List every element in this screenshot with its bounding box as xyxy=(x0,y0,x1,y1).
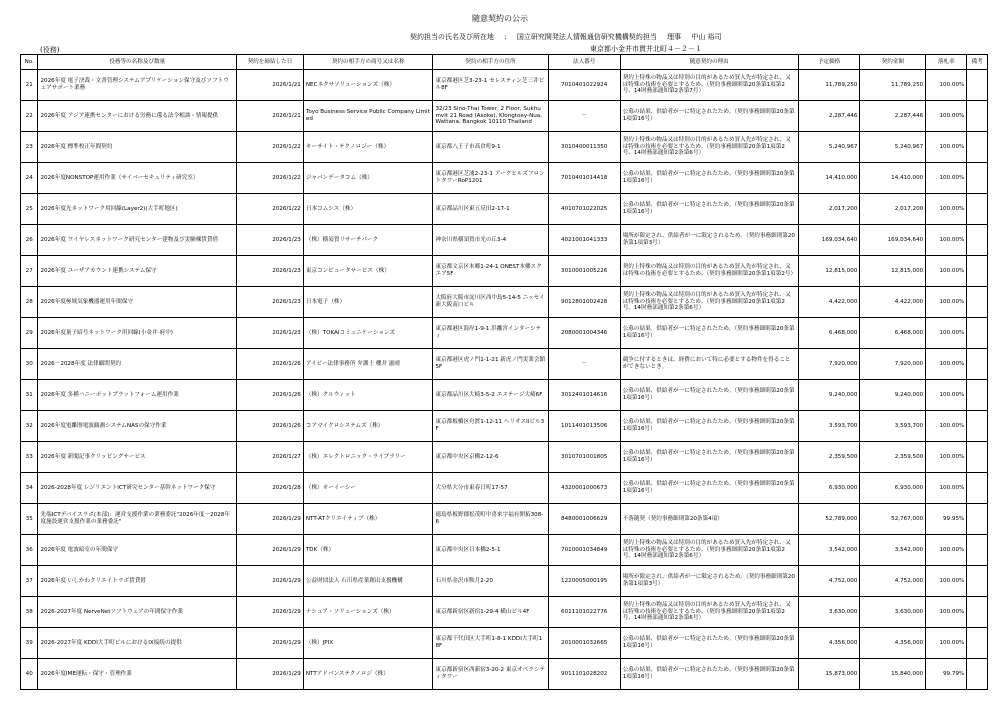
row-number: 34 xyxy=(21,473,38,504)
estimated-price: 7,920,000 xyxy=(798,349,860,380)
remarks xyxy=(967,256,988,287)
remarks xyxy=(967,442,988,473)
contract-reason: 競争に付するときは、経費において特に必要とする物件を得ることができないとき。 xyxy=(620,349,798,380)
table-row xyxy=(21,132,988,163)
table-row xyxy=(21,70,988,101)
vendor-address: 東京都千代田区大手町1-8-1 KDDI大手町18F xyxy=(433,628,548,659)
contract-date: 2026/1/26 xyxy=(237,349,304,380)
contract-date: 2026/1/22 xyxy=(237,194,304,225)
row-number: 29 xyxy=(21,318,38,349)
table-row xyxy=(21,411,988,442)
vendor-name: （株）横須賀リサーチパーク xyxy=(303,225,433,256)
row-number: 35 xyxy=(21,504,38,535)
corporate-number: 1220005000195 xyxy=(548,566,620,597)
service-name: 2026年度 アジア連携センターにおける労務に係る法令相談・情報提供 xyxy=(38,101,237,132)
vendor-address: 東京都品川区大崎3-5-2 エステージ大崎6F xyxy=(433,380,548,411)
contract-reason: 公募の結果、供給者が一に特定されたため。（契約事務細則第20条第1項第16号） xyxy=(620,380,798,411)
service-name: 2026年度 電波暗室の年間保守 xyxy=(38,535,237,566)
estimated-price: 9,240,000 xyxy=(798,380,860,411)
vendor-address: 大分県大分市東春日町17-57 xyxy=(433,473,548,504)
remarks xyxy=(967,566,988,597)
contract-reason: 契約上特殊の物品又は特別の目的があるため買入先が特定され、又は特殊の技術を必要とするため。（契約事務細則第20条第1項第2号、14財務部通知第2条第6号） xyxy=(620,535,798,566)
contract-date: 2026/1/26 xyxy=(237,380,304,411)
award-rate: 100.00% xyxy=(926,225,967,256)
estimated-price: 2,017,200 xyxy=(798,194,860,225)
remarks xyxy=(967,101,988,132)
contract-reason: 契約上特殊の物品又は特別の目的があるため買入先が特定され、又は特殊の技術を必要とするため。（契約事務細則第20条第1項第2号、14財務部通知第2条第6号） xyxy=(620,597,798,628)
contracts-table xyxy=(20,54,988,690)
award-rate: 100.00% xyxy=(926,349,967,380)
row-number: 24 xyxy=(21,163,38,194)
row-number: 32 xyxy=(21,411,38,442)
contract-date: 2026/1/22 xyxy=(237,163,304,194)
vendor-name: Toyo Business Service Public Company Limited xyxy=(303,101,433,132)
col-header-vendor: 契約の相手方の商号又は名称 xyxy=(303,55,433,70)
org-label: 契約担当の氏名及び所在地 xyxy=(410,33,494,41)
contract-reason: 公募の結果、供給者が一に特定されたため。（契約事務細則第20条第1項第16号） xyxy=(620,442,798,473)
estimated-price: 12,815,000 xyxy=(798,256,860,287)
contract-amount: 6,468,000 xyxy=(860,318,926,349)
row-number: 36 xyxy=(21,535,38,566)
vendor-address: 東京都港区芝3-23-1 セレスティン芝三井ビル8F xyxy=(433,70,548,101)
estimated-price: 4,752,000 xyxy=(798,566,860,597)
table-row xyxy=(21,318,988,349)
contract-reason: 公募の結果、供給者が一に特定されたため。（契約事務細則第20条第1項第16号） xyxy=(620,473,798,504)
contract-amount: 5,240,967 xyxy=(860,132,926,163)
contract-date: 2026/1/29 xyxy=(237,535,304,566)
row-number: 23 xyxy=(21,132,38,163)
vendor-name: （株）オーイーシー xyxy=(303,473,433,504)
contract-amount: 2,017,200 xyxy=(860,194,926,225)
contract-date: 2026/1/23 xyxy=(237,256,304,287)
contract-reason: 公募の結果、供給者が一に特定されたため。（契約事務細則第20条第1項第16号） xyxy=(620,194,798,225)
corporate-number: － xyxy=(548,349,620,380)
remarks xyxy=(967,318,988,349)
row-number: 28 xyxy=(21,287,38,318)
col-header-remarks: 備考 xyxy=(967,55,988,70)
estimated-price: 3,542,000 xyxy=(798,535,860,566)
contract-reason: 公募の結果、供給者が一に特定されたため。（契約事務細則第20条第1項第16号） xyxy=(620,318,798,349)
vendor-address: 大阪府大阪市淀川区西中島5-14-5 ニッセイ新大阪南口ビル xyxy=(433,287,548,318)
corporate-number: 8480001006629 xyxy=(548,504,620,535)
vendor-address: 東京都中央区日本橋2-5-1 xyxy=(433,535,548,566)
col-header-reason: 随意契約の理由 xyxy=(620,55,798,70)
row-number: 22 xyxy=(21,101,38,132)
table-row xyxy=(21,163,988,194)
corporate-number: 7010001034849 xyxy=(548,535,620,566)
service-name: 2026-2028年度 レジリエントICT研究センター基幹ネットワーク保守 xyxy=(38,473,237,504)
org-separator: : xyxy=(504,33,507,41)
corporate-number: 7010401022924 xyxy=(548,70,620,101)
vendor-name: 日本電子（株） xyxy=(303,287,433,318)
vendor-name: （株）クルウィット xyxy=(303,380,433,411)
corporate-number: 4320001000673 xyxy=(548,473,620,504)
corporate-number: 1011401013506 xyxy=(548,411,620,442)
remarks xyxy=(967,163,988,194)
award-rate: 100.00% xyxy=(926,566,967,597)
remarks xyxy=(967,504,988,535)
row-number: 21 xyxy=(21,70,38,101)
corporate-number: 6011101022776 xyxy=(548,597,620,628)
row-number: 30 xyxy=(21,349,38,380)
award-rate: 100.00% xyxy=(926,287,967,318)
vendor-name: 公益財団法人 石川県産業創出支援機構 xyxy=(303,566,433,597)
remarks xyxy=(967,287,988,318)
contract-reason: 公募の結果、供給者が一に特定されたため。（契約事務細則第20条第1項第16号） xyxy=(620,101,798,132)
estimated-price: 2,287,446 xyxy=(798,101,860,132)
corporate-number: 9011101028202 xyxy=(548,659,620,690)
vendor-name: 東京コンピュータサービス（株） xyxy=(303,256,433,287)
row-number: 40 xyxy=(21,659,38,690)
service-name: 2026年度 標準校正年間契約 xyxy=(38,132,237,163)
table-row xyxy=(21,566,988,597)
contract-amount: 4,356,000 xyxy=(860,628,926,659)
vendor-address: 東京都八王子市高倉町9-1 xyxy=(433,132,548,163)
contract-amount: 2,359,500 xyxy=(860,442,926,473)
remarks xyxy=(967,597,988,628)
contract-amount: 169,034,640 xyxy=(860,225,926,256)
estimated-price: 6,468,000 xyxy=(798,318,860,349)
vendor-name: ナシュア・ソリューションズ（株） xyxy=(303,597,433,628)
remarks xyxy=(967,132,988,163)
contract-date: 2026/1/29 xyxy=(237,659,304,690)
vendor-name: 日本コムシス（株） xyxy=(303,194,433,225)
org-role: 理事 xyxy=(667,33,682,41)
estimated-price: 52,789,000 xyxy=(798,504,860,535)
contract-date: 2026/1/21 xyxy=(237,70,304,101)
table-row xyxy=(21,256,988,287)
award-rate: 100.00% xyxy=(926,132,967,163)
col-header-service-name: 役務等の名称及び数量 xyxy=(38,55,237,70)
vendor-address: 徳島県板野郡松茂町中喜来字福有開拓308-6 xyxy=(433,504,548,535)
col-header-vendor-address: 契約の相手方の住所 xyxy=(433,55,548,70)
corporate-number: 3010701001805 xyxy=(548,442,620,473)
contract-date: 2026/1/26 xyxy=(237,411,304,442)
corporate-number: 2010001032665 xyxy=(548,628,620,659)
service-name: 2026-2027年度 KDDI大手町ビルにおけるIX接続の提供 xyxy=(38,628,237,659)
remarks xyxy=(967,411,988,442)
contract-amount: 2,287,446 xyxy=(860,101,926,132)
remarks xyxy=(967,194,988,225)
contract-reason: 不落随契（契約事務細則第20条第4項） xyxy=(620,504,798,535)
service-name: 2026年度NONSTOP運用作業（サイバーセキュリティ研究室） xyxy=(38,163,237,194)
vendor-address: 東京都港区虎ノ門1-1-21 新虎ノ門実業会館5F xyxy=(433,349,548,380)
row-number: 37 xyxy=(21,566,38,597)
vendor-address: 東京都品川区東五反田2-17-1 xyxy=(433,194,548,225)
table-row xyxy=(21,380,988,411)
contract-date: 2026/1/28 xyxy=(237,473,304,504)
award-rate: 100.00% xyxy=(926,473,967,504)
col-header-estimated-price: 予定価格 xyxy=(798,55,860,70)
remarks xyxy=(967,380,988,411)
vendor-address: 東京都港区芝浦2-23-1 アークヒルズフロントタワーRoP1201 xyxy=(433,163,548,194)
vendor-name: キーサイト・テクノロジー（株） xyxy=(303,132,433,163)
table-row xyxy=(21,659,988,690)
service-name: 2026年度 ユーザアカウント連携システム保守 xyxy=(38,256,237,287)
remarks xyxy=(967,349,988,380)
contract-reason: 公募の結果、供給者が一に特定されたため。（契約事務細則第20条第1項第16号） xyxy=(620,411,798,442)
row-number: 38 xyxy=(21,597,38,628)
award-rate: 99.95% xyxy=(926,504,967,535)
vendor-name: アイビー法律事務所 弁護士 櫻井 滋晴 xyxy=(303,349,433,380)
col-header-contract-date: 契約を締結した日 xyxy=(237,55,304,70)
vendor-name: （株）TOKAIコミュニケーションズ xyxy=(303,318,433,349)
vendor-name: （株）JPIX xyxy=(303,628,433,659)
table-row xyxy=(21,194,988,225)
service-name: 2026年度電離圏電波観測システムNASの保守作業 xyxy=(38,411,237,442)
table-row xyxy=(21,504,988,535)
remarks xyxy=(967,473,988,504)
contract-reason: 公募の結果、供給者が一に特定されたため。（契約事務細則第20条第1項第16号） xyxy=(620,659,798,690)
table-row xyxy=(21,287,988,318)
contract-amount: 52,767,000 xyxy=(860,504,926,535)
table-row xyxy=(21,442,988,473)
vendor-name: NTTアドバンステクノロジ（株） xyxy=(303,659,433,690)
vendor-name: NTT-ATクリエイティブ（株） xyxy=(303,504,433,535)
corporate-number: 2080001004346 xyxy=(548,318,620,349)
estimated-price: 4,356,000 xyxy=(798,628,860,659)
award-rate: 99.79% xyxy=(926,659,967,690)
contract-amount: 15,840,000 xyxy=(860,659,926,690)
estimated-price: 11,789,250 xyxy=(798,70,860,101)
contract-date: 2026/1/29 xyxy=(237,597,304,628)
estimated-price: 6,930,000 xyxy=(798,473,860,504)
estimated-price: 14,410,000 xyxy=(798,163,860,194)
award-rate: 100.00% xyxy=(926,597,967,628)
vendor-address: 東京都新宿区西新宿3-20-2 東京オペラシティタワー xyxy=(433,659,548,690)
col-header-no: No. xyxy=(21,55,38,70)
award-rate: 100.00% xyxy=(926,628,967,659)
service-name: 2026年度IME運転・保守・管理作業 xyxy=(38,659,237,690)
table-row xyxy=(21,225,988,256)
estimated-price: 5,240,967 xyxy=(798,132,860,163)
contract-reason: 公募の結果、供給者が一に特定されたため。（契約事務細則第20条第1項第16号） xyxy=(620,628,798,659)
service-name: 2026年度光ネットワーク用回線(Layer2)(大手町地区) xyxy=(38,194,237,225)
contract-reason: 公募の結果、供給者が一に特定されたため。（契約事務細則第20条第1項第16号） xyxy=(620,163,798,194)
org-person: 中山 裕司 xyxy=(691,33,722,41)
remarks xyxy=(967,225,988,256)
corporate-number: 9012801002428 xyxy=(548,287,620,318)
contract-amount: 11,789,250 xyxy=(860,70,926,101)
vendor-address: 神奈川県横須賀市光の丘3-4 xyxy=(433,225,548,256)
org-name: 国立研究開発法人情報通信研究機構契約担当 xyxy=(516,33,657,41)
category-label: (役務) xyxy=(40,46,60,54)
contract-amount: 6,930,000 xyxy=(860,473,926,504)
estimated-price: 15,873,000 xyxy=(798,659,860,690)
award-rate: 100.00% xyxy=(926,535,967,566)
corporate-number: 4010701022025 xyxy=(548,194,620,225)
contract-date: 2026/1/21 xyxy=(237,101,304,132)
service-name: 2026年度極域気象機器運用年間保守 xyxy=(38,287,237,318)
row-number: 25 xyxy=(21,194,38,225)
service-name: 2026年度 ワイヤレスネットワーク研究センター建物及び実験棟賃貸借 xyxy=(38,225,237,256)
remarks xyxy=(967,70,988,101)
contract-amount: 7,920,000 xyxy=(860,349,926,380)
contract-date: 2026/1/23 xyxy=(237,287,304,318)
vendor-name: （株）エレクトロニック・ライブラリー xyxy=(303,442,433,473)
table-row xyxy=(21,597,988,628)
contract-amount: 3,542,000 xyxy=(860,535,926,566)
estimated-price: 3,593,700 xyxy=(798,411,860,442)
contract-date: 2026/1/29 xyxy=(237,504,304,535)
contract-reason: 契約上特殊の物品又は特別の目的があるため買入先が特定され、又は特殊の技術を必要とするため。（契約事務細則第20条第1項第2号、14財務部通知第2条第6号） xyxy=(620,132,798,163)
col-header-corporate-number: 法人番号 xyxy=(548,55,620,70)
table-row xyxy=(21,628,988,659)
contract-amount: 4,422,000 xyxy=(860,287,926,318)
corporate-number: 7010401014418 xyxy=(548,163,620,194)
table-header-row xyxy=(21,55,988,70)
award-rate: 100.00% xyxy=(926,70,967,101)
vendor-address: 東京都中央区京橋2-12-6 xyxy=(433,442,548,473)
row-number: 26 xyxy=(21,225,38,256)
remarks xyxy=(967,535,988,566)
service-name: 2026－2028年度 法律顧問契約 xyxy=(38,349,237,380)
service-name: 先端ICTデバイスラボ(本部)：運営支援作業の業務委託"2026年度一2028年度施設運営支援作業の業務委託" xyxy=(38,504,237,535)
award-rate: 100.00% xyxy=(926,101,967,132)
award-rate: 100.00% xyxy=(926,411,967,442)
estimated-price: 3,630,000 xyxy=(798,597,860,628)
contract-date: 2026/1/22 xyxy=(237,132,304,163)
award-rate: 100.00% xyxy=(926,256,967,287)
remarks xyxy=(967,659,988,690)
org-address: 東京都小金井市貫井北町４－２－１ xyxy=(590,45,702,53)
contract-date: 2026/1/23 xyxy=(237,225,304,256)
service-name: 2026年度 多種ハニーポットプラットフォーム運用作業 xyxy=(38,380,237,411)
table-row xyxy=(21,101,988,132)
vendor-name: コアマイクロシステムズ（株） xyxy=(303,411,433,442)
service-name: 2026年度 新聞記事クリッピングサービス xyxy=(38,442,237,473)
row-number: 33 xyxy=(21,442,38,473)
service-name: 2026年度 いしかわクリエイトラボ賃貸借 xyxy=(38,566,237,597)
contract-reason: 契約上特殊の物品又は特別の目的があるため買入先が特定され、又は特殊の技術を必要とするため。（契約事務細則第20条第1項第2号、14財務部通知第2条第7号） xyxy=(620,70,798,101)
vendor-address: 東京都板橋区舟渡1-12-11 ヘリオスIIビル3F xyxy=(433,411,548,442)
award-rate: 100.00% xyxy=(926,442,967,473)
contract-amount: 12,815,000 xyxy=(860,256,926,287)
service-name: 2026-2027年度 NerveNetソフトウェアの年間保守作業 xyxy=(38,597,237,628)
table-row xyxy=(21,349,988,380)
estimated-price: 2,359,500 xyxy=(798,442,860,473)
row-number: 31 xyxy=(21,380,38,411)
vendor-address: 32/23 Sino-Thai Tower, 2 Floor, Sukhumvit 21 Road (Asoke), Klongtoey-Nua, Wattana, Bangkok 10110 Thailand xyxy=(433,101,548,132)
remarks xyxy=(967,628,988,659)
contract-amount: 3,593,700 xyxy=(860,411,926,442)
contract-date: 2026/1/29 xyxy=(237,628,304,659)
contract-amount: 14,410,000 xyxy=(860,163,926,194)
row-number: 27 xyxy=(21,256,38,287)
estimated-price: 4,422,000 xyxy=(798,287,860,318)
contract-amount: 4,752,000 xyxy=(860,566,926,597)
award-rate: 100.00% xyxy=(926,163,967,194)
vendor-name: TDK（株） xyxy=(303,535,433,566)
service-name: 2026年度量子暗号ネットワーク用回線(小金井-府中) xyxy=(38,318,237,349)
contract-date: 2026/1/23 xyxy=(237,318,304,349)
table-row xyxy=(21,535,988,566)
contract-date: 2026/1/29 xyxy=(237,566,304,597)
corporate-number: 3012401014616 xyxy=(548,380,620,411)
contract-amount: 3,630,000 xyxy=(860,597,926,628)
estimated-price: 169,034,640 xyxy=(798,225,860,256)
award-rate: 100.00% xyxy=(926,194,967,225)
contract-amount: 9,240,000 xyxy=(860,380,926,411)
vendor-address: 東京都新宿区新宿1-29-4 横山ビル4F xyxy=(433,597,548,628)
corporate-number: 4021001041333 xyxy=(548,225,620,256)
contract-reason: 場所が限定され、供給者が一に限定されるため。（契約事務細則第20条第1項第3号） xyxy=(620,566,798,597)
contract-reason: 契約上特殊の物品又は特別の目的があるため買入先が特定され、又は特殊の技術を必要とするため。（契約事務細則第20条第1項第2号、14財務部通知第2条第6号） xyxy=(620,287,798,318)
corporate-number: 3010400011350 xyxy=(548,132,620,163)
table-row xyxy=(21,473,988,504)
corporate-number: 3010001005226 xyxy=(548,256,620,287)
vendor-address: 東京都港区海岸1-9-1 浜離宮インターシティ xyxy=(433,318,548,349)
service-name: 2026年度 電子決裁・文書管理システムアプリケーション保守及びソフトウェアサポート業務 xyxy=(38,70,237,101)
vendor-name: ジャパンデータコム（株） xyxy=(303,163,433,194)
award-rate: 100.00% xyxy=(926,318,967,349)
vendor-address: 石川県金沢市鞍月2-20 xyxy=(433,566,548,597)
contracting-officer-line xyxy=(410,32,730,42)
row-number: 39 xyxy=(21,628,38,659)
contract-reason: 契約上特殊の物品又は特別の目的があるため買入先が特定され、又は特殊の技術を必要とするため。（契約事務細則第20条第1項第2号） xyxy=(620,256,798,287)
corporate-number: － xyxy=(548,101,620,132)
contract-date: 2026/1/27 xyxy=(237,442,304,473)
award-rate: 100.00% xyxy=(926,380,967,411)
vendor-name: NECネクサソリューションズ（株） xyxy=(303,70,433,101)
contract-reason: 場所が限定され、供給者が一に限定されるため。（契約事務細則第20条第1項第3号） xyxy=(620,225,798,256)
col-header-contract-amount: 契約金額 xyxy=(860,55,926,70)
document-title: 随意契約の公示 xyxy=(472,14,528,23)
col-header-award-rate: 落札率 xyxy=(926,55,967,70)
vendor-address: 東京都文京区本郷1-24-1 ONEST本郷スクエア5F xyxy=(433,256,548,287)
